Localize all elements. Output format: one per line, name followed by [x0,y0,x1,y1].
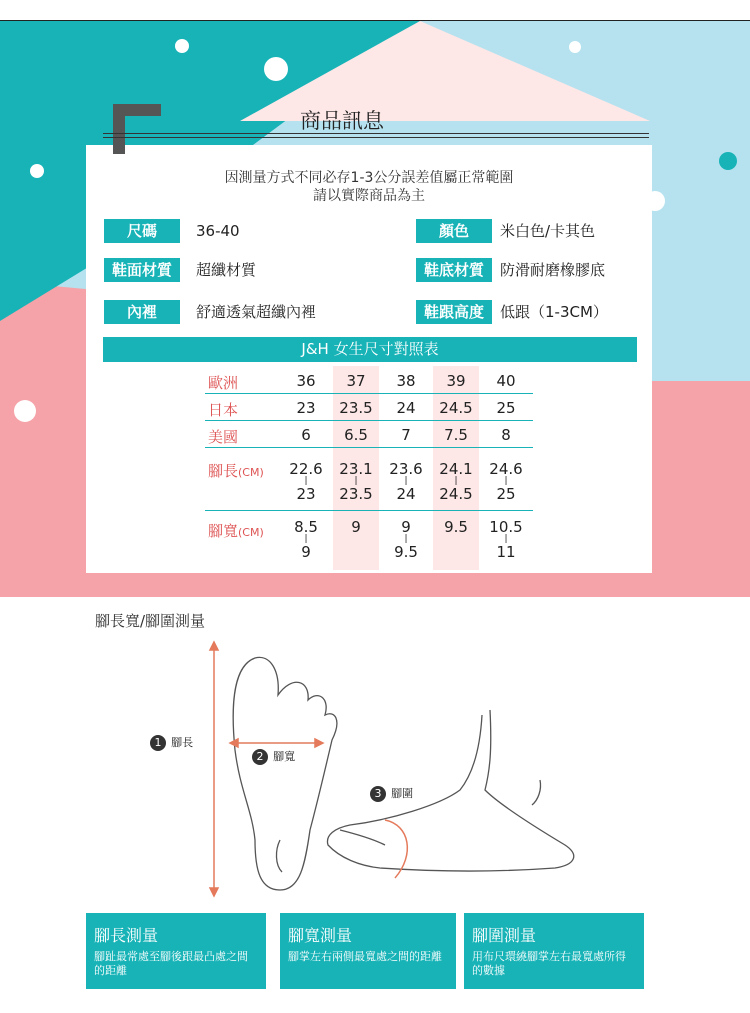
cell-eu-3: 38 [396,372,416,390]
len-top: 22.6 [289,460,323,478]
color-label: 顏色 [416,219,492,243]
cell-len-1 [283,460,329,503]
len-bottom: 23 [296,485,316,503]
len-top: 23.1 [339,460,373,478]
foot-illustration [200,640,600,900]
wid-top: 10.5 [489,518,523,536]
len-bottom: 24.5 [439,485,473,503]
lining-label: 內裡 [104,300,180,324]
cell-jp-3: 24 [396,399,416,417]
width-info-box [280,913,456,989]
label-width [252,745,295,765]
row-label-width [208,520,264,541]
cell-us-3: 7 [401,426,411,444]
heel-value: 低跟（1-3CM） [500,303,608,321]
cell-wid-4 [433,518,479,536]
len-top: 24.6 [489,460,523,478]
note-line-2: 請以實際商品為主 [313,188,425,204]
heel-label: 鞋跟高度 [416,300,492,324]
title-underline [103,133,649,138]
cell-us-4: 7.5 [444,426,468,444]
range-tick: | [404,476,408,486]
cell-eu-5: 40 [496,372,516,390]
length-unit: (CM) [238,466,264,479]
wid-bottom: 9.5 [394,543,418,561]
cell-us-5: 8 [501,426,511,444]
range-tick: | [304,476,308,486]
label-length [150,731,193,751]
cell-len-5 [483,460,529,503]
width-box-title: 腳寬測量 [288,926,353,945]
wid-top: 8.5 [294,518,318,536]
width-label-text: 腳寬 [208,522,239,540]
cell-len-2 [333,460,379,503]
label-girth [370,782,413,802]
len-top: 23.6 [389,460,423,478]
cell-wid-1 [283,518,329,561]
len-top: 24.1 [439,460,473,478]
girth-box-desc: 用布尺環繞腳掌左右最寬處所得的數據 [472,950,626,977]
color-value: 米白色/卡其色 [500,222,596,240]
girth-box-title: 腳圍測量 [472,926,537,945]
size-value: 36-40 [196,222,240,240]
range-tick: | [404,534,408,544]
length-box-title: 腳長測量 [94,926,159,945]
number-badge-3: 3 [370,786,386,802]
len-bottom: 25 [496,485,516,503]
row-divider [205,393,533,394]
size-label: 尺碼 [104,219,180,243]
width-box-desc: 腳掌左右兩側最寬處之間的距離 [288,950,442,963]
upper-label: 鞋面材質 [104,258,180,282]
note-line-1: 因測量方式不同必存1-3公分誤差值屬正常範圍 [224,170,514,186]
page-title: 商品訊息 [300,109,384,133]
wid-top: 9 [351,518,361,536]
range-tick: | [504,534,508,544]
row-divider [205,447,533,448]
cell-us-2: 6.5 [344,426,368,444]
size-table-title: J&H 女生尺寸對照表 [103,337,637,362]
range-tick: | [354,476,358,486]
cell-jp-5: 25 [496,399,516,417]
cell-wid-3 [383,518,429,561]
cell-jp-2: 23.5 [339,399,373,417]
lining-value: 舒適透氣超纖內裡 [196,303,317,321]
row-label-eu: 歐洲 [208,374,239,392]
len-bottom: 24 [396,485,416,503]
cell-jp-4: 24.5 [439,399,473,417]
length-label-text: 腳長 [208,462,239,480]
corner-mark-top [113,104,161,116]
row-label-us: 美國 [208,428,239,446]
sole-value: 防滑耐磨橡膠底 [500,261,606,279]
measure-section-title: 腳長寬/腳圍測量 [95,612,206,630]
upper-value: 超纖材質 [196,261,257,279]
cell-eu-2: 37 [346,372,366,390]
range-tick: | [504,476,508,486]
cell-us-1: 6 [301,426,311,444]
cell-wid-5 [483,518,529,561]
row-divider [205,420,533,421]
number-badge-1: 1 [150,735,166,751]
girth-info-box [464,913,644,989]
label-width-text: 腳寬 [273,750,296,763]
row-label-jp: 日本 [208,401,239,419]
wid-top: 9 [401,518,411,536]
cell-wid-2 [333,518,379,536]
wid-top: 9.5 [444,518,468,536]
range-tick: | [304,534,308,544]
cell-len-4 [433,460,479,503]
label-length-text: 腳長 [171,736,194,749]
label-girth-text: 腳圍 [391,787,414,800]
wid-bottom: 9 [301,543,311,561]
cell-len-3 [383,460,429,503]
number-badge-2: 2 [252,749,268,765]
row-divider [205,510,533,511]
length-box-desc: 腳趾最常處至腳後跟最凸處之間的距離 [94,950,248,977]
width-unit: (CM) [238,526,264,539]
cell-eu-4: 39 [446,372,466,390]
len-bottom: 23.5 [339,485,373,503]
cell-eu-1: 36 [296,372,316,390]
range-tick: | [454,476,458,486]
row-label-length [208,460,264,481]
length-info-box [86,913,266,989]
cell-jp-1: 23 [296,399,316,417]
sole-label: 鞋底材質 [416,258,492,282]
wid-bottom: 11 [496,543,516,561]
